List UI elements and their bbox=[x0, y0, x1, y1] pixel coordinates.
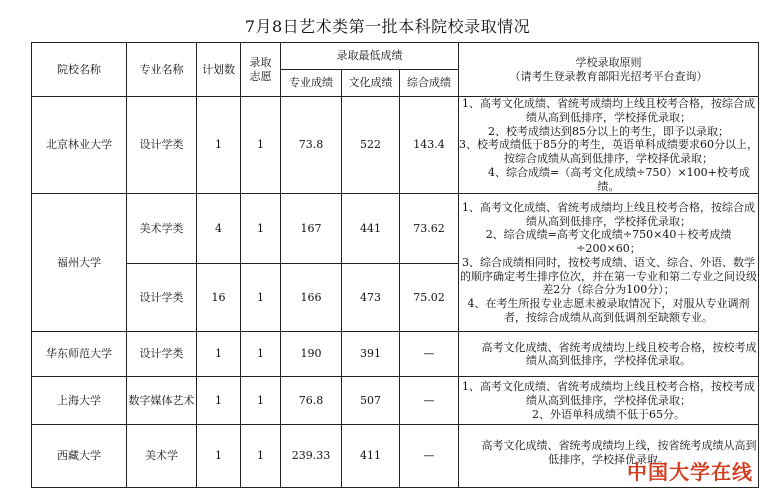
admission-principle bbox=[459, 377, 759, 425]
principle-line: 2、校考成绩达到85分以上的考生，即予以录取； bbox=[488, 124, 730, 138]
composite-score: 73.62 bbox=[400, 194, 459, 264]
school-name: 上海大学 bbox=[32, 377, 127, 425]
watermark-logo: 中国大学在线 bbox=[627, 460, 753, 484]
principle-line: 2、综合成绩=高考文化成绩÷750×40＋校考成绩÷200×60； bbox=[485, 228, 732, 256]
culture-score: 522 bbox=[342, 97, 400, 194]
header-major: 专业名称 bbox=[127, 43, 197, 97]
header-composite-score: 综合成绩 bbox=[400, 70, 459, 97]
wish-value: 1 bbox=[241, 264, 281, 332]
culture-score: 411 bbox=[342, 425, 400, 488]
culture-score: 473 bbox=[342, 264, 400, 332]
pro-score: 166 bbox=[281, 264, 342, 332]
principle-line: 高考文化成绩、省统考成绩均上线，按省统考成绩从高到低排序，学校择优录取。 bbox=[481, 439, 757, 466]
header-pro-score: 专业成绩 bbox=[281, 70, 342, 97]
school-name: 福州大学 bbox=[32, 194, 127, 332]
composite-score: — bbox=[400, 332, 459, 377]
major-name: 设计学类 bbox=[127, 97, 197, 194]
admission-principle bbox=[459, 332, 759, 377]
plan-count: 1 bbox=[197, 97, 241, 194]
principle-line: 2、外语单科成绩不低于65分。 bbox=[532, 407, 686, 421]
plan-count: 4 bbox=[197, 194, 241, 264]
school-name: 华东师范大学 bbox=[32, 332, 127, 377]
school-name: 北京林业大学 bbox=[32, 97, 127, 194]
pro-score: 73.8 bbox=[281, 97, 342, 194]
culture-score: 391 bbox=[342, 332, 400, 377]
pro-score: 190 bbox=[281, 332, 342, 377]
wish-value: 1 bbox=[241, 377, 281, 425]
school-name: 西藏大学 bbox=[32, 425, 127, 488]
major-name: 设计学类 bbox=[127, 264, 197, 332]
principle-line: 4、在考生所报专业志愿未被录取情况下，对服从专业调剂者，按综合成绩从高到低调剂至缺额专业。 bbox=[467, 297, 750, 324]
major-name: 数字媒体艺术 bbox=[127, 377, 197, 425]
table-row bbox=[32, 194, 759, 264]
header-principle-line-2: （请考生登录教育部阳光招考平台查询） bbox=[509, 69, 708, 83]
table-row bbox=[32, 332, 759, 377]
major-name: 美术学 bbox=[127, 425, 197, 488]
principle-line: 3、校考成绩低于85分的考生，英语单科成绩要求60分以上，按综合成绩从高到低排序，学校择优录取； bbox=[459, 138, 759, 165]
wish-value: 1 bbox=[241, 425, 281, 488]
pro-score: 76.8 bbox=[281, 377, 342, 425]
admission-principle bbox=[459, 194, 759, 332]
plan-count: 1 bbox=[197, 377, 241, 425]
table-row bbox=[32, 377, 759, 425]
header-principle bbox=[459, 43, 759, 97]
plan-count: 1 bbox=[197, 425, 241, 488]
principle-line: 高考文化成绩、省统考成绩均上线且校考合格，按校考成绩从高到低排序，学校择优录取。 bbox=[481, 340, 757, 368]
header-row-1 bbox=[32, 43, 759, 70]
principle-line: 4、综合成绩=（高考文化成绩÷750）×100+校考成绩。 bbox=[488, 165, 750, 193]
header-wish bbox=[241, 43, 281, 97]
header-plan: 计划数 bbox=[197, 43, 241, 97]
page-title: 7月8日艺术类第一批本科院校录取情况 bbox=[244, 17, 531, 36]
pro-score: 167 bbox=[281, 194, 342, 264]
header-school: 院校名称 bbox=[32, 43, 127, 97]
plan-count: 1 bbox=[197, 332, 241, 377]
admission-principle bbox=[459, 97, 759, 194]
composite-score: 75.02 bbox=[400, 264, 459, 332]
principle-line: 1、高考文化成绩、省统考成绩均上线且校考合格，按校考成绩从高到低排序，学校择优录取； bbox=[462, 380, 756, 407]
major-name: 设计学类 bbox=[127, 332, 197, 377]
wish-value: 1 bbox=[241, 194, 281, 264]
composite-score: 143.4 bbox=[400, 97, 459, 194]
pro-score: 239.33 bbox=[281, 425, 342, 488]
major-name: 美术学类 bbox=[127, 194, 197, 264]
table-row bbox=[32, 97, 759, 194]
header-min-score: 录取最低成绩 bbox=[281, 43, 459, 70]
culture-score: 507 bbox=[342, 377, 400, 425]
composite-score: — bbox=[400, 377, 459, 425]
header-culture-score: 文化成绩 bbox=[342, 70, 400, 97]
plan-count: 16 bbox=[197, 264, 241, 332]
header-wish-line-2: 志愿 bbox=[249, 69, 272, 83]
wish-value: 1 bbox=[241, 332, 281, 377]
culture-score: 441 bbox=[342, 194, 400, 264]
composite-score: — bbox=[400, 425, 459, 488]
wish-value: 1 bbox=[241, 97, 281, 194]
admission-table bbox=[31, 42, 759, 488]
principle-line: 1、高考文化成绩、省统考成绩均上线且校考合格，按综合成绩从高到低排序，学校择优录取； bbox=[462, 97, 756, 124]
principle-line: 1、高考文化成绩、省统考成绩均上线且校考合格，按综合成绩从高到低排序，学校择优录取； bbox=[462, 200, 756, 228]
header-principle-line-1: 学校录取原则 bbox=[575, 55, 642, 69]
header-wish-line-1: 录取 bbox=[249, 55, 272, 69]
principle-line: 3、综合成绩相同时，按校考成绩、语文、综合、外语、数学的顺序确定考生排序位次，并在第一专业和第二专业之间设级差2分（综合分为100分）； bbox=[460, 255, 758, 297]
